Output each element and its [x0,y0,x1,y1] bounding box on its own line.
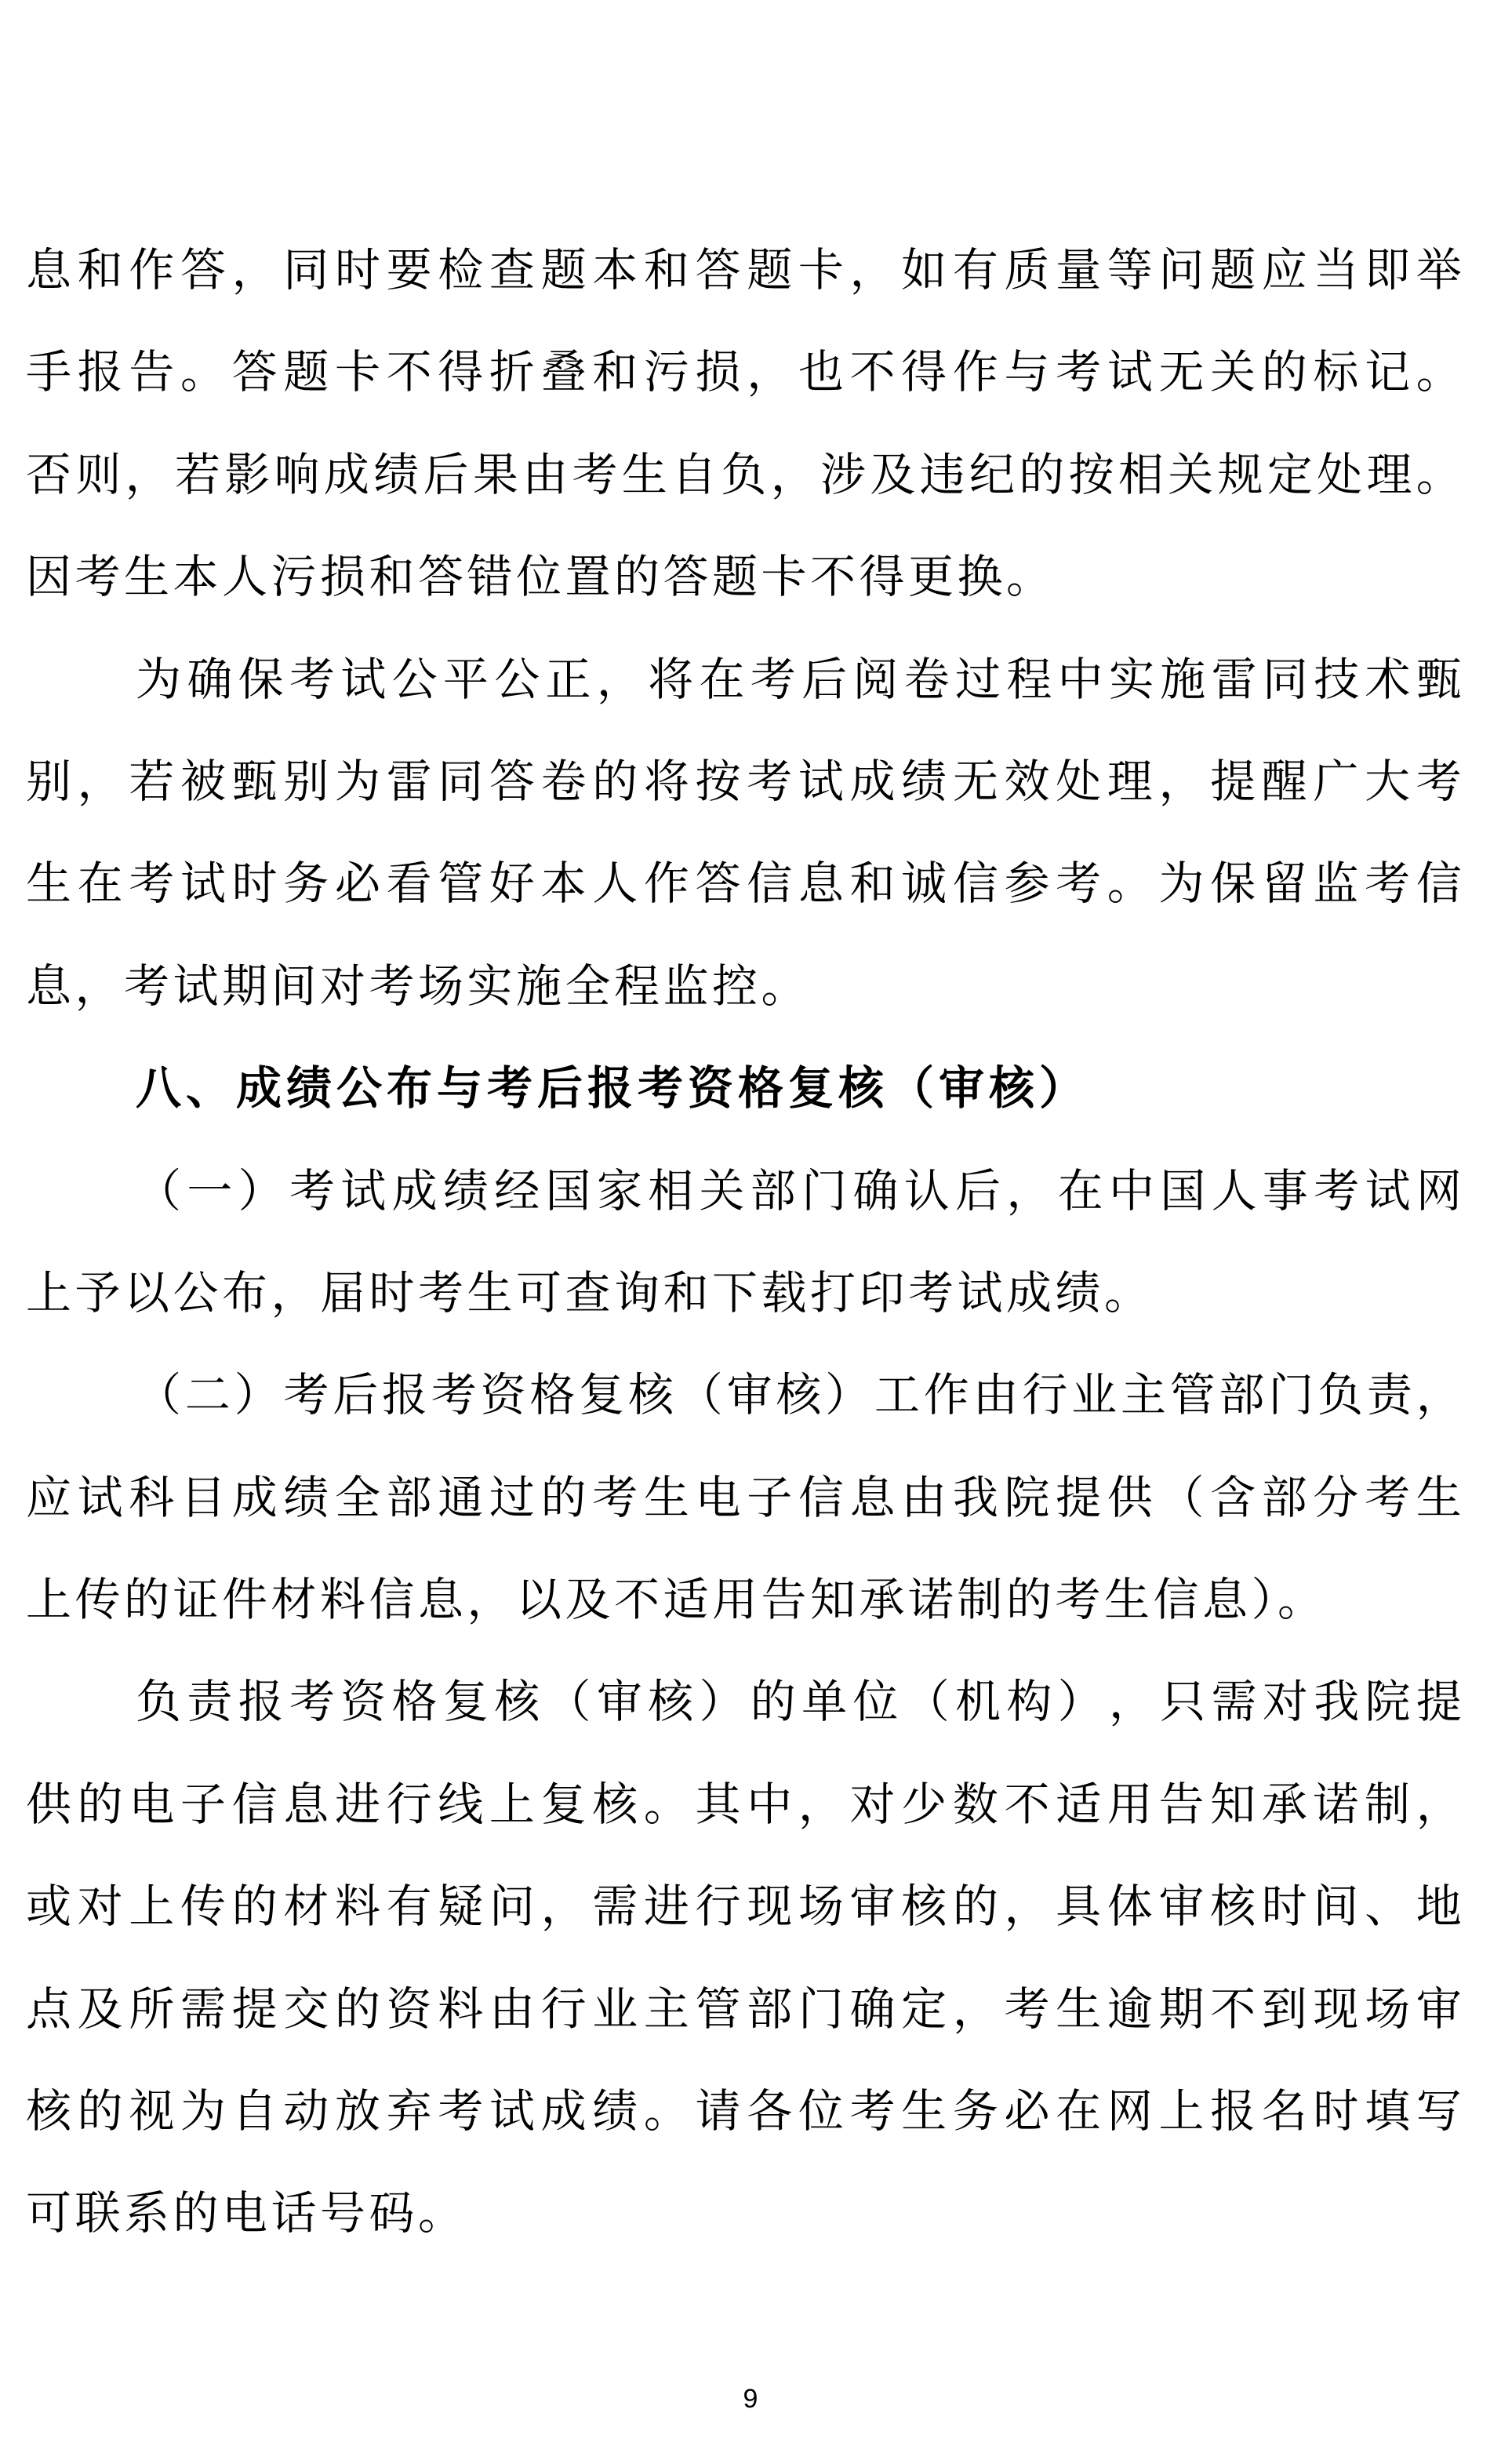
text-line: 可联系的电话号码。 [26,2188,467,2240]
page-number: 9 [743,2384,758,2414]
text-line: 或 对 上 传 的 材 料 有 疑 问 ， 需 进 行 现 场 审 核 的 ， 具 体 审 核 时 间 、 地 [26,1881,1462,1933]
text-line: 因考生本人污损和答错位置的答题卡不得更换。 [26,551,1056,603]
text-line: 点 及 所 需 提 交 的 资 料 由 行 业 主 管 部 门 确 定 ， 考 生 逾 期 不 到 现 场 审 [26,1983,1462,2035]
text-line: 核 的 视 为 自 动 放 弃 考 试 成 绩 。 请 各 位 考 生 务 必 在 网 上 报 名 时 填 写 [26,2086,1462,2138]
text-line: （ 一 ） 考 试 成 绩 经 国 家 相 关 部 门 确 认 后 ， 在 中 国 人 事 考 试 网 [136,1165,1462,1217]
text-line: 上予以公布，届时考生可查询和下载打印考试成绩。 [26,1267,1154,1319]
text-line: 否 则 ， 若 影 响 成 绩 后 果 由 考 生 自 负 ， 涉 及 违 纪 的 按 相 关 规 定 处 理 。 [26,449,1462,500]
text-line: （ 二 ） 考 后 报 考 资 格 复 核 （ 审 核 ） 工 作 由 行 业 主 管 部 门 负 责 ， [136,1370,1462,1421]
text-line: 息 和 作 答 ， 同 时 要 检 查 题 本 和 答 题 卡 ， 如 有 质 量 等 问 题 应 当 即 举 [26,245,1462,296]
text-line: 为 确 保 考 试 公 平 公 正 ， 将 在 考 后 阅 卷 过 程 中 实 施 雷 同 技 术 甄 [136,653,1462,705]
text-line: 生 在 考 试 时 务 必 看 管 好 本 人 作 答 信 息 和 诚 信 参 考 。 为 保 留 监 考 信 [26,858,1462,910]
text-line: 手 报 告 。 答 题 卡 不 得 折 叠 和 污 损 ， 也 不 得 作 与 考 试 无 关 的 标 记 。 [26,347,1462,399]
text-line: 上传的证件材料信息，以及不适用告知承诺制的考生信息）。 [26,1574,1327,1626]
text-line: 别 ， 若 被 甄 别 为 雷 同 答 卷 的 将 按 考 试 成 绩 无 效 处 理 ， 提 醒 广 大 考 [26,755,1462,807]
text-line: 应 试 科 目 成 绩 全 部 通 过 的 考 生 电 子 信 息 由 我 院 提 供 （ 含 部 分 考 生 [26,1472,1462,1523]
text-line: 负 责 报 考 资 格 复 核 （ 审 核 ） 的 单 位 （ 机 构 ） ， 只 需 对 我 院 提 [136,1676,1462,1728]
text-line: 供 的 电 子 信 息 进 行 线 上 复 核 。 其 中 ， 对 少 数 不 适 用 告 知 承 诺 制 ， [26,1778,1462,1830]
document-body [26,220,1462,2266]
section-heading: 八、成绩公布与考后报考资格复核（审核） [136,1063,1090,1115]
text-line: 息，考试期间对考场实施全程监控。 [26,960,811,1012]
